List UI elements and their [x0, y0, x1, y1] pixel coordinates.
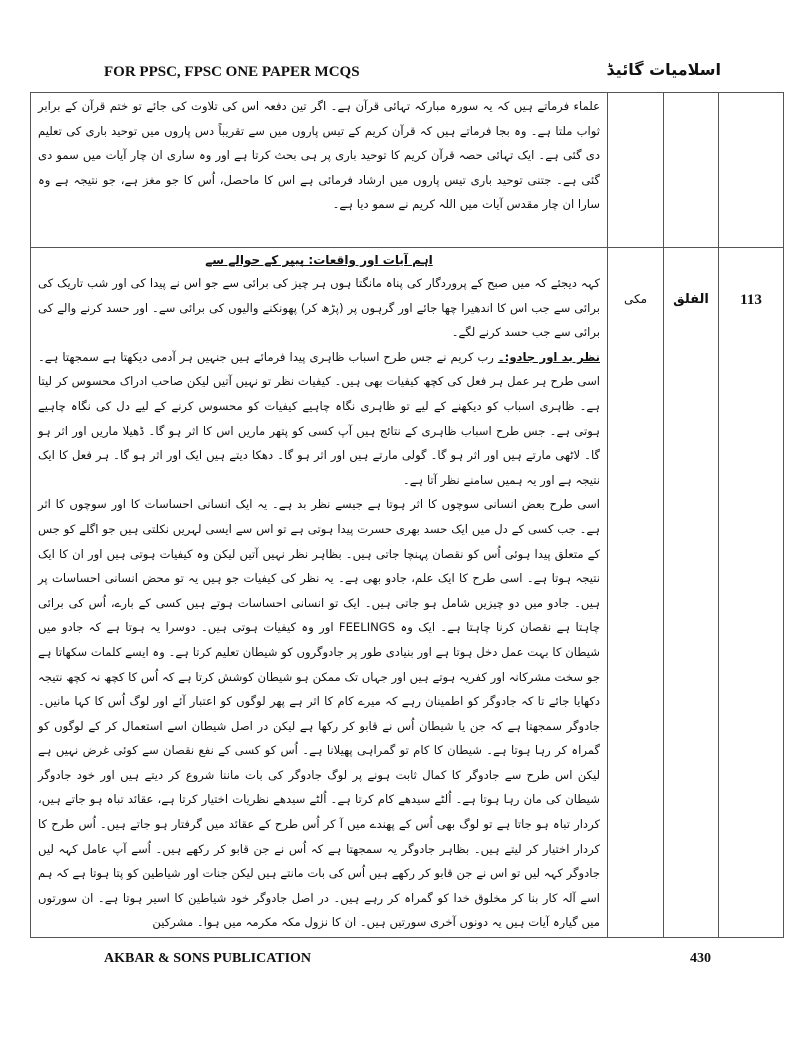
- table-row: [31, 93, 784, 248]
- ikhlas-commentary: علماء فرماتے ہیں کہ یہ سورہ مبارکہ تہائی قرآن ہے۔ اگر تین دفعہ اس کی تلاوت کی جائے تو ختم قرآن کے برابر ثواب ملتا ہے۔ وہ بجا فرماتے ہیں کہ قرآن کریم کے تیس پاروں میں سے تقریباً دس پاروں میں توحید باری کی تعلیم دی گئی ہے۔ ایک تہائی حصہ قرآن کریم کا توحید باری پر ہی بحث کرتا ہے اور وہ ساری ان چار آیات میں سمو دی گئی ہے۔ جتنی توحید باری تیس پاروں میں ارشاد فرمائی ہے اس کا ماحصل، اُس کا جو مغز ہے، جو نتیجہ ہے وہ سارا ان چار مقدس آیات میں اللہ کریم نے سمو دیا ہے۔: [38, 99, 600, 212]
- header-guide-title: اسلامیات گائیڈ: [606, 60, 721, 79]
- surah-table: [30, 92, 784, 938]
- surah-name: الفلق: [664, 248, 719, 938]
- paragraph-lead-heading: نظر بد اور جادو:۔: [497, 349, 601, 364]
- paragraph-body: رب کریم نے جس طرح اسباب ظاہری پیدا فرمائے ہیں جنہیں ہر آدمی دیکھتا ہے سمجھتا ہے۔ اسی طرح ہر عمل ہر فعل کی کچھ کیفیات بھی ہیں۔ کیفیات نظر تو نہیں آتیں لیکن صاحب ادراک محسوس کر لیتا ہے۔ ظاہری اسباب کو دیکھنے کے لیے تو ظاہری نگاہ چاہیے کیفیات کو محسوس کرنے کے لیے دل کی نگاہ چاہیے ہوتی ہے۔ جس طرح اسباب ظاہری کے نتائج ہیں آپ کسی کو پتھر ماریں اس کا اثر ہو گا۔ ڈھیلا ماریں اور اثر ہو گا۔ لاٹھی مارتے ہیں اور اثر ہو گا۔ گولی مارتے ہیں اور اثر ہو گا۔ دھکا دیتے ہیں ایک اور اثر ہو گا۔ ہر فعل کا ایک نتیجہ ہے اور یہ ہمیں سامنے نظر آتا ہے۔: [38, 349, 600, 487]
- content-cell: [31, 248, 608, 938]
- type-cell: [608, 93, 664, 248]
- header-book-series: FOR PPSC, FPSC ONE PAPER MCQS: [104, 64, 360, 80]
- content-cell: [31, 93, 608, 248]
- evil-eye-paragraph: [38, 345, 600, 493]
- page-number: 430: [690, 951, 711, 966]
- surah-number: 113: [719, 248, 784, 938]
- surah-cell: [664, 93, 719, 248]
- revelation-type: مکی: [608, 248, 664, 938]
- footer-publisher: AKBAR & SONS PUBLICATION: [104, 951, 312, 966]
- table-row: [31, 248, 784, 938]
- translation-paragraph: کہہ دیجئے کہ میں صبح کے پروردگار کی پناہ مانگتا ہوں ہر چیز کی برائی سے جو اس نے پیدا کی اور شب تاریک کی برائی سے جب اس کا اندھیرا چھا جائے اور گرہوں پر (پڑھ کر) پھونکنے والیوں کی برائی سے۔ اور حسد کرنے والے کی برائی سے جب حسد کرنے لگے۔: [38, 276, 600, 340]
- section-subheading: اہم آیات اور واقعات: پیپر کے حوالے سے: [205, 253, 433, 267]
- number-cell: [719, 93, 784, 248]
- magic-paragraph: اسی طرح بعض انسانی سوچوں کا اثر ہوتا ہے جیسے نظر بد ہے۔ یہ ایک انسانی احساسات کا اور سوچوں کا اثر ہے۔ جب کسی کے دل میں ایک حسد بھری حسرت پیدا ہوتی ہے تو اس سے ایسی لہریں نکلتی ہیں جو اگلے کو جس کے متعلق پیدا ہوئی اُس کو نقصان پہنچا جاتی ہیں۔ بظاہر نظر نہیں آتیں لیکن وہ کیفیات ہوتی ہیں اور ان کا ایک نتیجہ ہوتا ہے۔ اسی طرح کا ایک علم، جادو بھی ہے۔ یہ نظر کی کیفیات جو ہیں یہ تو محض انسانی احساسات پر ہیں۔ جادو میں دو چیزیں شامل ہو جاتی ہیں۔ ایک تو انسانی احساسات ہوتے ہیں کسی کے بارے، اُس کی برائی چاہتا ہے نقصان کرنا چاہتا ہے۔ ایک وہ FEELINGS اور وہ کیفیات ہوتی ہیں۔ دوسرا یہ ہوتا ہے کہ جادو میں شیطان کا بہت عمل دخل ہوتا ہے اور بنیادی طور پر جادوگروں کو شیطان تعلیم کرتا ہے۔ وہ ایسے کلمات سکھاتا ہے جو سخت مشرکانہ اور کفریہ ہوتے ہیں اور جہاں تک ممکن ہو شیطان کوشش کرتا ہے کہ اُس کا کچھ نہ کچھ نتیجہ دکھایا جائے تا کہ جادوگر کو اطمینان رہے کہ میرے کام کا اثر ہے پھر لوگوں کو اعتبار آئے اور لوگ اُس کا کہا مانیں۔ جادوگر سمجھتا ہے کہ جن یا شیطان اُس نے قابو کر رکھا ہے لیکن در اصل شیطان اسے استعمال کر کے لوگوں کو گمراہ کر رہا ہوتا ہے۔ شیطان کا کام تو گمراہی پھیلانا ہے۔ اُس کو کسی کے نفع نقصان سے کوئی غرض نہیں ہے لیکن اس طرح سے جادوگر کا کمال ثابت ہونے پر لوگ جادوگر کی بات ماننا شروع کر دیتے ہیں اور خود جادوگر شیطان کی مان رہا ہوتا ہے۔ اُلٹے سیدھے کام کرتا ہے۔ اُلٹے سیدھے نظریات اختیار کرتا ہے، عقائد تباہ ہو جاتے ہیں، کردار تباہ ہو جاتا ہے تو لوگ بھی اُس کے پھندے میں آ کر اُس طرح کے عقائد میں گرفتار ہو جاتے ہیں۔ اُس طرح کا کردار اختیار کر لیتے ہیں۔ بظاہر جادوگر یہ سمجھتا ہے کہ اُس نے جن قابو کر رکھے ہیں۔ اُسے آپ عامل کہہ لیں جادوگر کہہ لیں تو اس نے جن قابو کر رکھے ہیں اُس کی بات مانتے ہیں لیکن جنات اور شیاطین کو پتا ہوتا ہے کہ ہم اسے آلہ کار بنا کر مخلوق خدا کو گمراہ کر رہے ہیں۔ در اصل جادوگر خود شیاطین کا اسیر ہوتا ہے۔ ان سورتوں میں گیارہ آیات ہیں یہ دونوں آخری سورتیں ہیں۔ ان کا نزول مکہ مکرمہ میں ہوا۔ مشرکین: [38, 497, 600, 930]
